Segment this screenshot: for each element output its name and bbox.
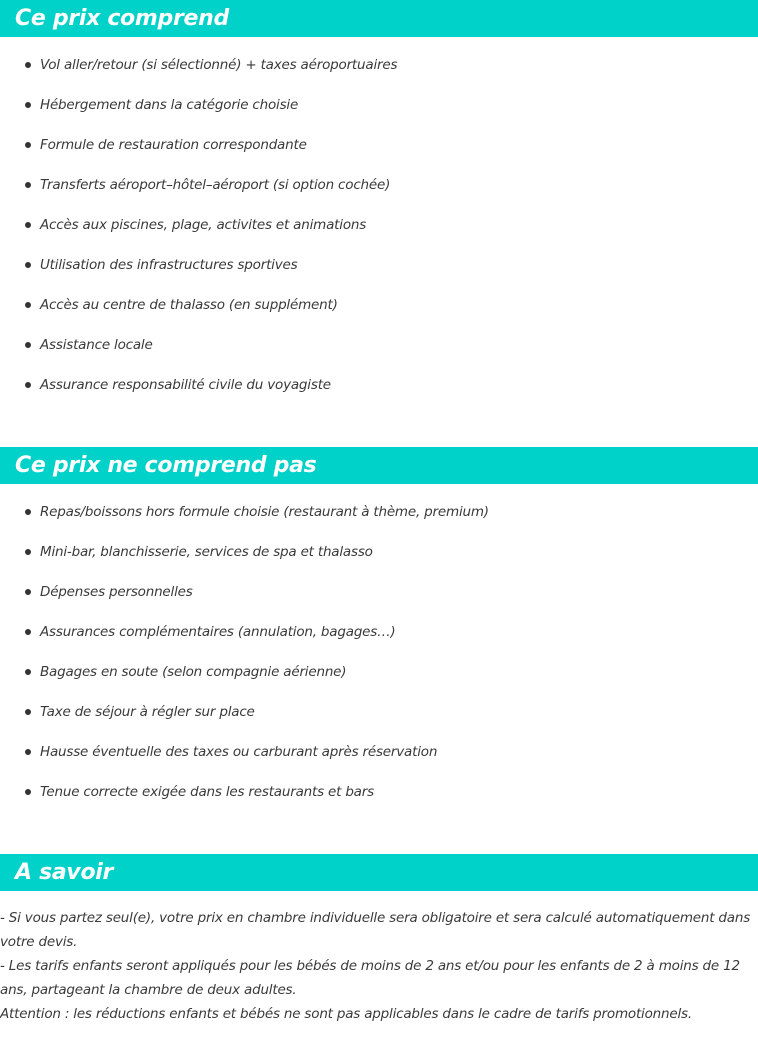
bullet-icon <box>25 549 31 555</box>
included-section-title: Ce prix comprend <box>0 0 758 37</box>
list-item <box>0 375 758 415</box>
included-list <box>0 55 758 415</box>
list-item-label: Hébergement dans la catégorie choisie <box>40 97 299 113</box>
list-item <box>0 95 758 135</box>
list-item-label: Assurances complémentaires (annulation, bagages…) <box>40 624 396 640</box>
bullet-icon <box>25 382 31 388</box>
list-item-label: Utilisation des infrastructures sportives <box>40 257 298 273</box>
bullet-icon <box>25 182 31 188</box>
list-item-label: Assistance locale <box>40 337 153 353</box>
bullet-icon <box>25 749 31 755</box>
list-item <box>0 215 758 255</box>
list-item-label: Formule de restauration correspondante <box>40 137 307 153</box>
list-item <box>0 542 758 582</box>
savoir-text <box>0 906 752 1026</box>
savoir-section-title: A savoir <box>0 854 758 891</box>
list-item <box>0 295 758 335</box>
list-item <box>0 135 758 175</box>
list-item-label: Transferts aéroport–hôtel–aéroport (si option cochée) <box>40 177 391 193</box>
list-item-label: Bagages en soute (selon compagnie aérienne) <box>40 664 347 680</box>
list-item-label: Repas/boissons hors formule choisie (restaurant à thème, premium) <box>40 504 489 520</box>
bullet-icon <box>25 262 31 268</box>
list-item-label: Tenue correcte exigée dans les restaurants et bars <box>40 784 374 800</box>
list-item <box>0 335 758 375</box>
list-item <box>0 502 758 542</box>
list-item-label: Hausse éventuelle des taxes ou carburant après réservation <box>40 744 438 760</box>
list-item-label: Accès au centre de thalasso (en supplément) <box>40 297 338 313</box>
list-item <box>0 782 758 822</box>
bullet-icon <box>25 589 31 595</box>
list-item <box>0 702 758 742</box>
bullet-icon <box>25 62 31 68</box>
bullet-icon <box>25 302 31 308</box>
bullet-icon <box>25 142 31 148</box>
list-item <box>0 582 758 622</box>
list-item <box>0 255 758 295</box>
list-item-label: Mini-bar, blanchisserie, services de spa et thalasso <box>40 544 373 560</box>
list-item <box>0 175 758 215</box>
list-item <box>0 742 758 782</box>
bullet-icon <box>25 629 31 635</box>
list-item <box>0 622 758 662</box>
list-item-label: Accès aux piscines, plage, activites et animations <box>40 217 367 233</box>
bullet-icon <box>25 709 31 715</box>
list-item <box>0 55 758 95</box>
bullet-icon <box>25 789 31 795</box>
list-item-label: Vol aller/retour (si sélectionné) + taxes aéroportuaires <box>40 57 398 73</box>
bullet-icon <box>25 102 31 108</box>
list-item <box>0 662 758 702</box>
list-item-label: Dépenses personnelles <box>40 584 193 600</box>
excluded-section-title: Ce prix ne comprend pas <box>0 447 758 484</box>
bullet-icon <box>25 509 31 515</box>
list-item-label: Taxe de séjour à régler sur place <box>40 704 255 720</box>
bullet-icon <box>25 669 31 675</box>
bullet-icon <box>25 342 31 348</box>
savoir-paragraph: - Les tarifs enfants seront appliqués pour les bébés de moins de 2 ans et/ou pour les enfants de 2 à moins de 12 ans, partageant la chambre de deux adultes. <box>0 958 740 998</box>
excluded-list <box>0 502 758 822</box>
list-item-label: Assurance responsabilité civile du voyagiste <box>40 377 331 393</box>
bullet-icon <box>25 222 31 228</box>
savoir-paragraph: - Si vous partez seul(e), votre prix en chambre individuelle sera obligatoire et sera calculé automatiquement dans votre devis. <box>0 910 751 950</box>
savoir-paragraph: Attention : les réductions enfants et bébés ne sont pas applicables dans le cadre de tarifs promotionnels. <box>0 1006 692 1022</box>
